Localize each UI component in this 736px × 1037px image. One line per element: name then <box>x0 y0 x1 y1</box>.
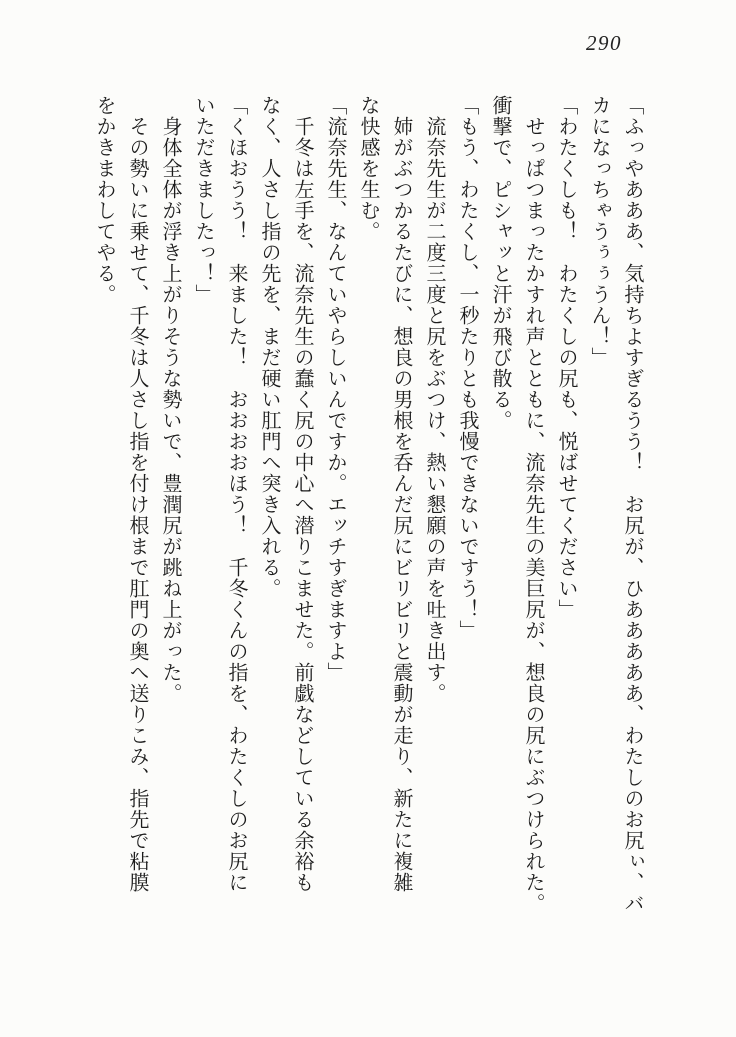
text-line: 流奈先生が二度三度と尻をぶつけ、熱い懇願の声を吐き出す。 <box>423 116 445 704</box>
text-line: 「もう、わたくし、一秒たりとも我慢できないですう！」 <box>456 95 478 641</box>
text-line: 「流奈先生、なんていやらしいんですか。エッチすぎますよ」 <box>324 95 346 683</box>
text-line: 「ふっやあああ、気持ちよすぎるうう！ お尻が、ひあああああ、わたしのお尻ぃ、バ <box>621 95 643 914</box>
text-line: 姉がぶつかるたびに、想良の男根を呑んだ尻にビリビリと震動が走り、新たに複雑 <box>390 116 412 893</box>
text-block <box>87 95 648 923</box>
text-line: 「くほおうう！ 来ました！ おおおおほう！ 千冬くんの指を、わたくしのお尻に <box>225 95 247 893</box>
text-line: な快感を生む。 <box>357 95 379 242</box>
text-line: カになっちゃうぅぅうん！」 <box>588 95 610 368</box>
text-line: 千冬は左手を、流奈先生の蠢く尻の中心へ潜りこませた。前戯などしている余裕も <box>291 116 313 893</box>
text-line: せっぱつまったかすれ声とともに、流奈先生の美巨尻が、想良の尻にぶつけられた。 <box>522 116 544 914</box>
text-line: 「わたくしも！ わたくしの尻も、悦ばせてください」 <box>555 95 577 620</box>
text-line: をかきまわしてやる。 <box>93 95 115 305</box>
text-line: 衝撃で、ピシャッと汗が飛び散る。 <box>489 95 511 431</box>
text-line: なく、人さし指の先を、まだ硬い肛門へ突き入れる。 <box>258 95 280 599</box>
text-line: その勢いに乗せて、千冬は人さし指を付け根まで肛門の奥へ送りこみ、指先で粘膜 <box>126 116 148 893</box>
text-line: 身体全体が浮き上がりそうな勢いで、豊潤尻が跳ね上がった。 <box>159 116 181 704</box>
text-line: いただきましたっ！」 <box>192 95 214 305</box>
page-number: 290 <box>586 31 622 55</box>
